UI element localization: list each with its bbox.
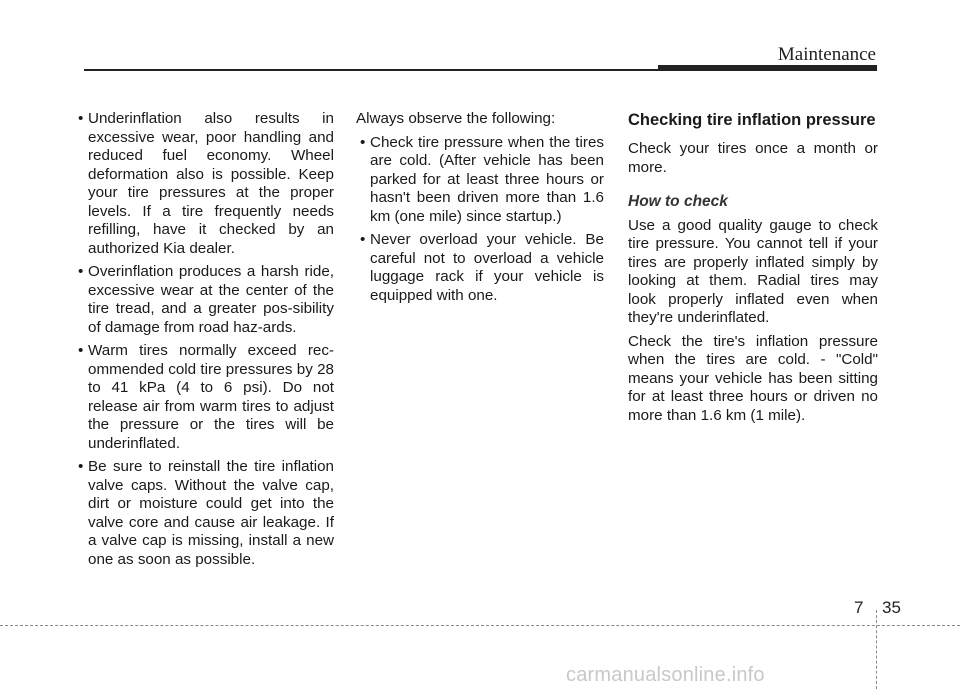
paragraph: Check the tire's inflation pressure when the tires are cold. - "Cold" means your vehicle has been sitting for at least three hours or driven no more than 1.6 km (1 mile). (628, 332, 878, 424)
column-3 (628, 110, 878, 430)
footer-vertical-divider (876, 610, 877, 689)
bullet-icon: • (78, 342, 84, 359)
bullet-icon: • (78, 110, 84, 127)
bullet-icon: • (78, 458, 84, 475)
section-heading: Checking tire inflation pressure (628, 111, 876, 129)
page-number: 35 (882, 598, 901, 617)
header-rule-thick (658, 65, 877, 71)
bullet-list (74, 110, 334, 569)
list-item (356, 231, 604, 305)
list-item (74, 458, 334, 569)
intro-text: Always observe the following: (356, 110, 556, 127)
column-1 (74, 110, 334, 574)
list-item-text: Warm tires normally exceed rec-ommended cold tire pressures by 28 to 41 kPa (4 to 6 psi). Do not release air from warm tires to adjust the pressure or the tires will be underinflated. (88, 342, 334, 452)
watermark: carmanualsonline.info (566, 664, 765, 686)
section-title: Maintenance (777, 44, 876, 65)
list-item (74, 263, 334, 337)
bullet-icon: • (78, 263, 84, 280)
list-item (74, 110, 334, 258)
list-item-text: Underinflation also results in excessive wear, poor handling and reduced fuel economy. Wheel deformation also is possible. Keep your tire pressures at the proper levels. If a tire frequently needs refilling, have it checked by an authorized Kia dealer. (88, 110, 334, 257)
chapter-number: 7 (854, 598, 864, 617)
list-item-text: Overinflation produces a harsh ride, excessive wear at the center of the tire tread, and a greater pos-sibility of damage from road haz-ards. (88, 263, 334, 336)
list-item (356, 134, 604, 227)
bullet-icon: • (360, 133, 366, 151)
footer-divider (0, 625, 960, 626)
list-item-text: Never overload your vehicle. Be careful not to overload a vehicle luggage rack if your vehicle is equipped with one. (370, 231, 604, 304)
paragraph: Check your tires once a month or more. (628, 140, 878, 176)
list-item-text: Be sure to reinstall the tire inflation valve caps. Without the valve cap, dirt or moisture could get into the valve core and cause air leakage. If a valve cap is missing, install a new one as soon as possible. (88, 458, 334, 568)
paragraph: Use a good quality gauge to check tire pressure. You cannot tell if your tires are properly inflated simply by looking at them. Radial tires may look properly inflated even when they're underinflated. (628, 216, 878, 326)
sub-heading: How to check (628, 193, 728, 210)
list-item (74, 342, 334, 453)
bullet-icon: • (360, 231, 366, 248)
bullet-list (356, 134, 604, 306)
list-item-text: Check tire pressure when the tires are cold. (After vehicle has been parked for at least three hours or hasn't been driven more than 1.6 km (one mile) since startup.) (370, 133, 604, 225)
header-rule (84, 69, 674, 71)
column-2 (356, 110, 604, 310)
